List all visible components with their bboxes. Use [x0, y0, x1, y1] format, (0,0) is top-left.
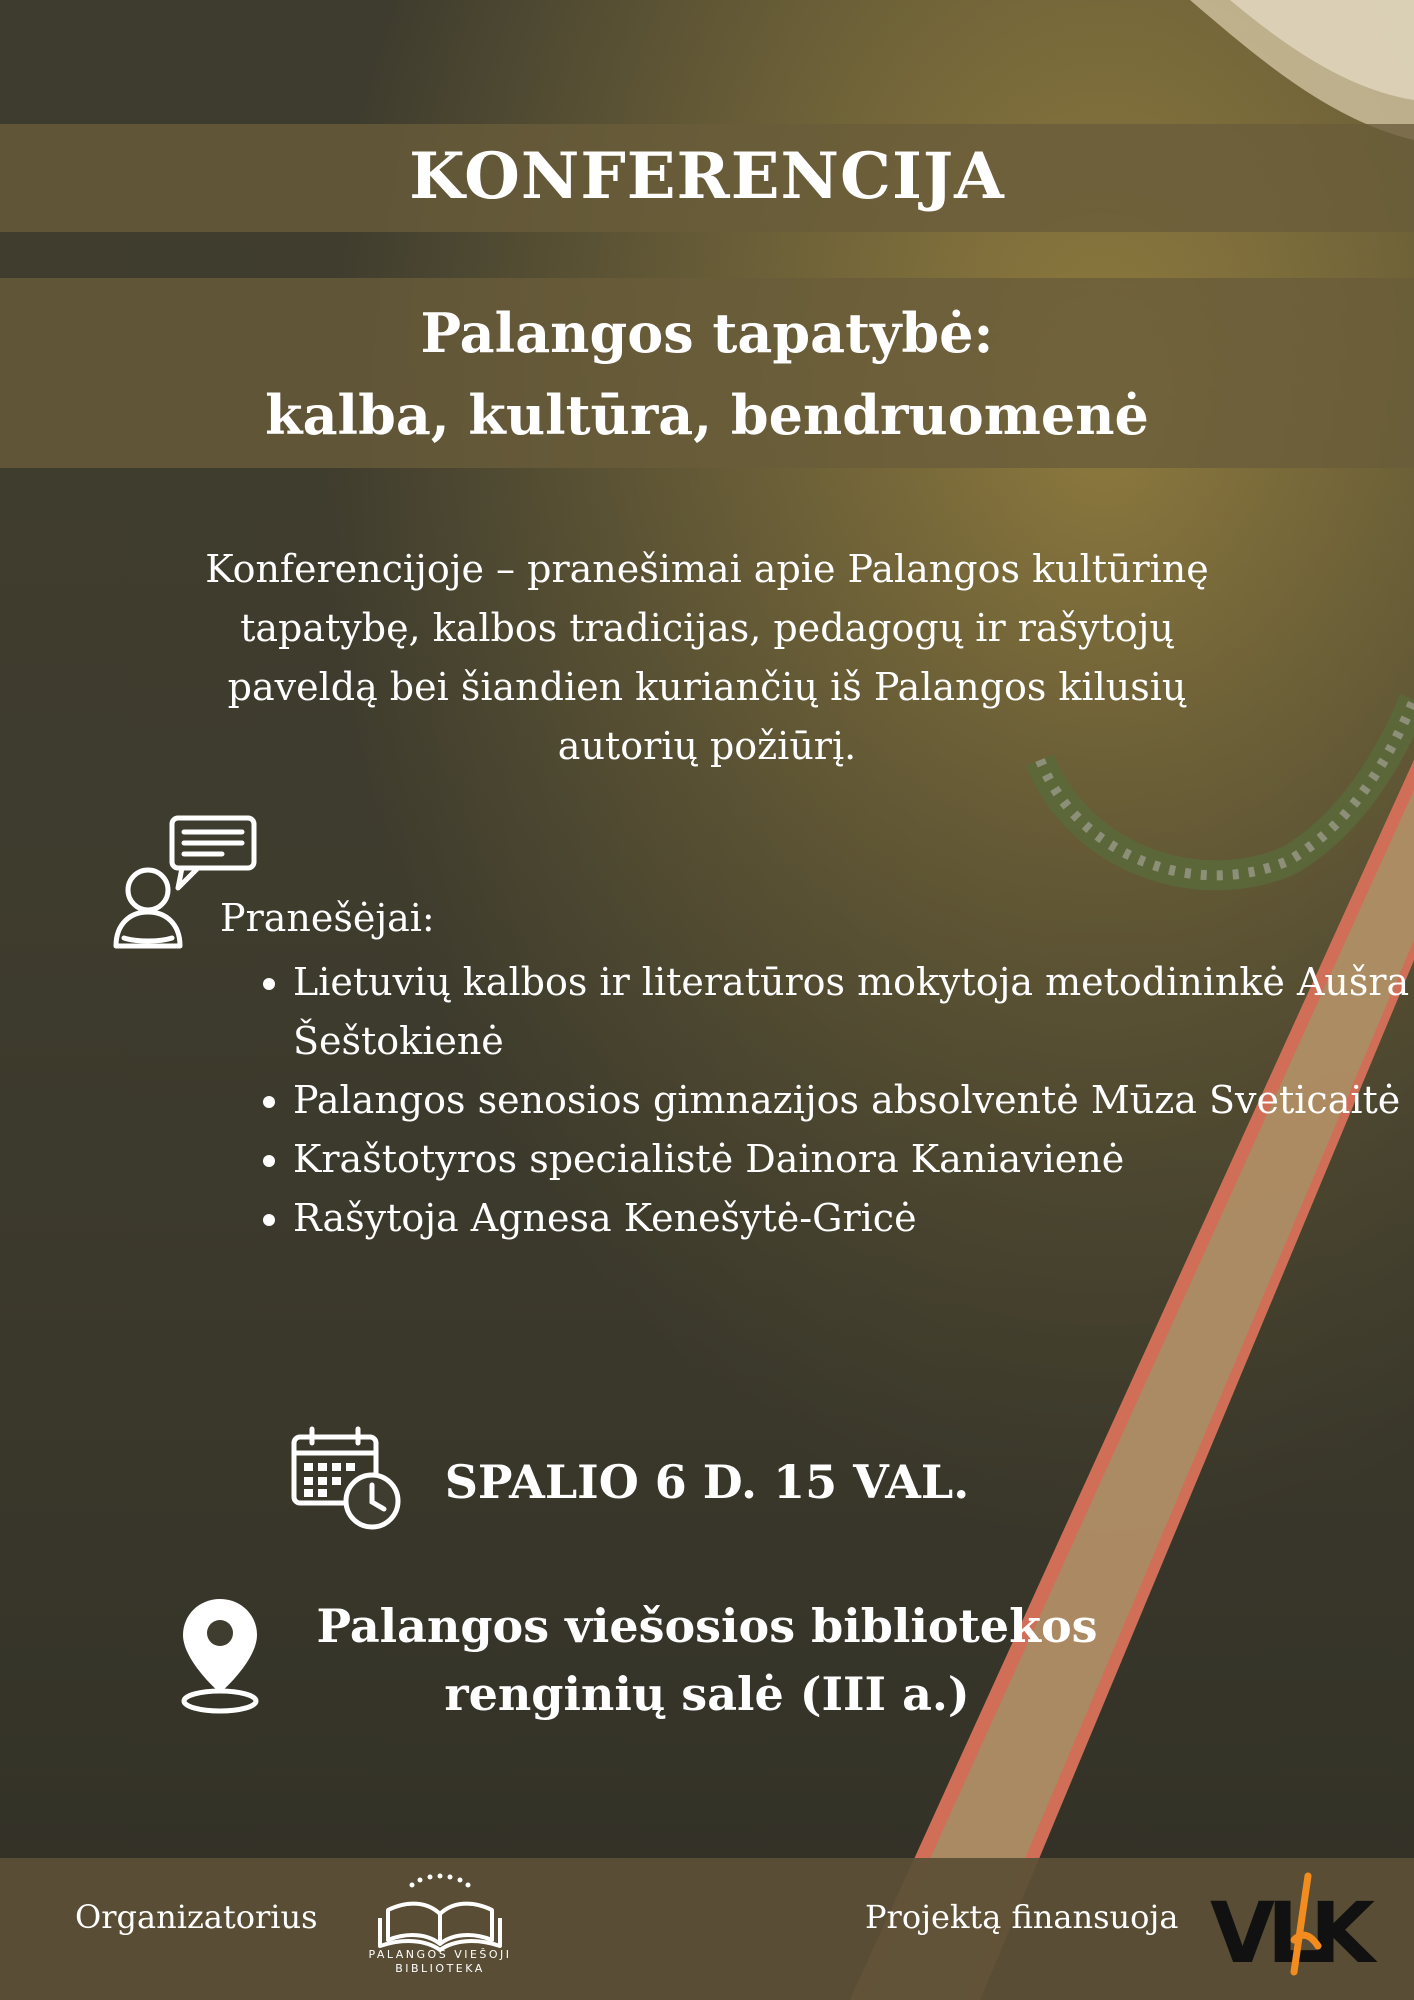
speakers-list [248, 953, 1414, 1248]
list-item: • Kraštotyros specialistė Dainora Kaniavienė [293, 1130, 1414, 1189]
speakers-label: Pranešėjai: [220, 896, 435, 940]
organizer-label: Organizatorius [75, 1898, 318, 1936]
funder-label: Projektą finansuoja [865, 1898, 1179, 1936]
list-item: • Palangos senosios gimnazijos absolventė Mūza Sveticaitė [293, 1071, 1414, 1130]
svg-text:VL: VL [1210, 1884, 1313, 1982]
location-line-2: renginių salė (III a.) [444, 1667, 970, 1721]
list-item: • Rašytoja Agnesa Kenešytė-Gricė [293, 1189, 1414, 1248]
subtitle-line-1: Palangos tapatybė: [420, 301, 994, 365]
library-logo-text: PALANGOS VIEŠOJI BIBLIOTEKA [368, 1948, 512, 1975]
event-date: SPALIO 6 D. 15 VAL. [444, 1455, 970, 1509]
svg-text:K: K [1310, 1884, 1376, 1982]
list-item: • Lietuvių kalbos ir literatūros mokytoja metodininkė Aušra Šeštokienė [293, 953, 1414, 1071]
conference-subtitle [0, 292, 1414, 456]
event-location [0, 1592, 1414, 1728]
location-line-1: Palangos viešosios bibliotekos [316, 1599, 1098, 1653]
vlkk-logo [1210, 1862, 1385, 1982]
page-title: KONFERENCIJA [409, 139, 1005, 214]
subtitle-line-2: kalba, kultūra, bendruomenė [265, 383, 1149, 447]
intro-text: Konferencijoje – pranešimai apie Palangos kultūrinę tapatybę, kalbos tradicijas, pedagogų ir rašytojų paveldą bei šiandien kuriančių iš Palangos kilusių autorių požiūrį. [205, 547, 1209, 768]
